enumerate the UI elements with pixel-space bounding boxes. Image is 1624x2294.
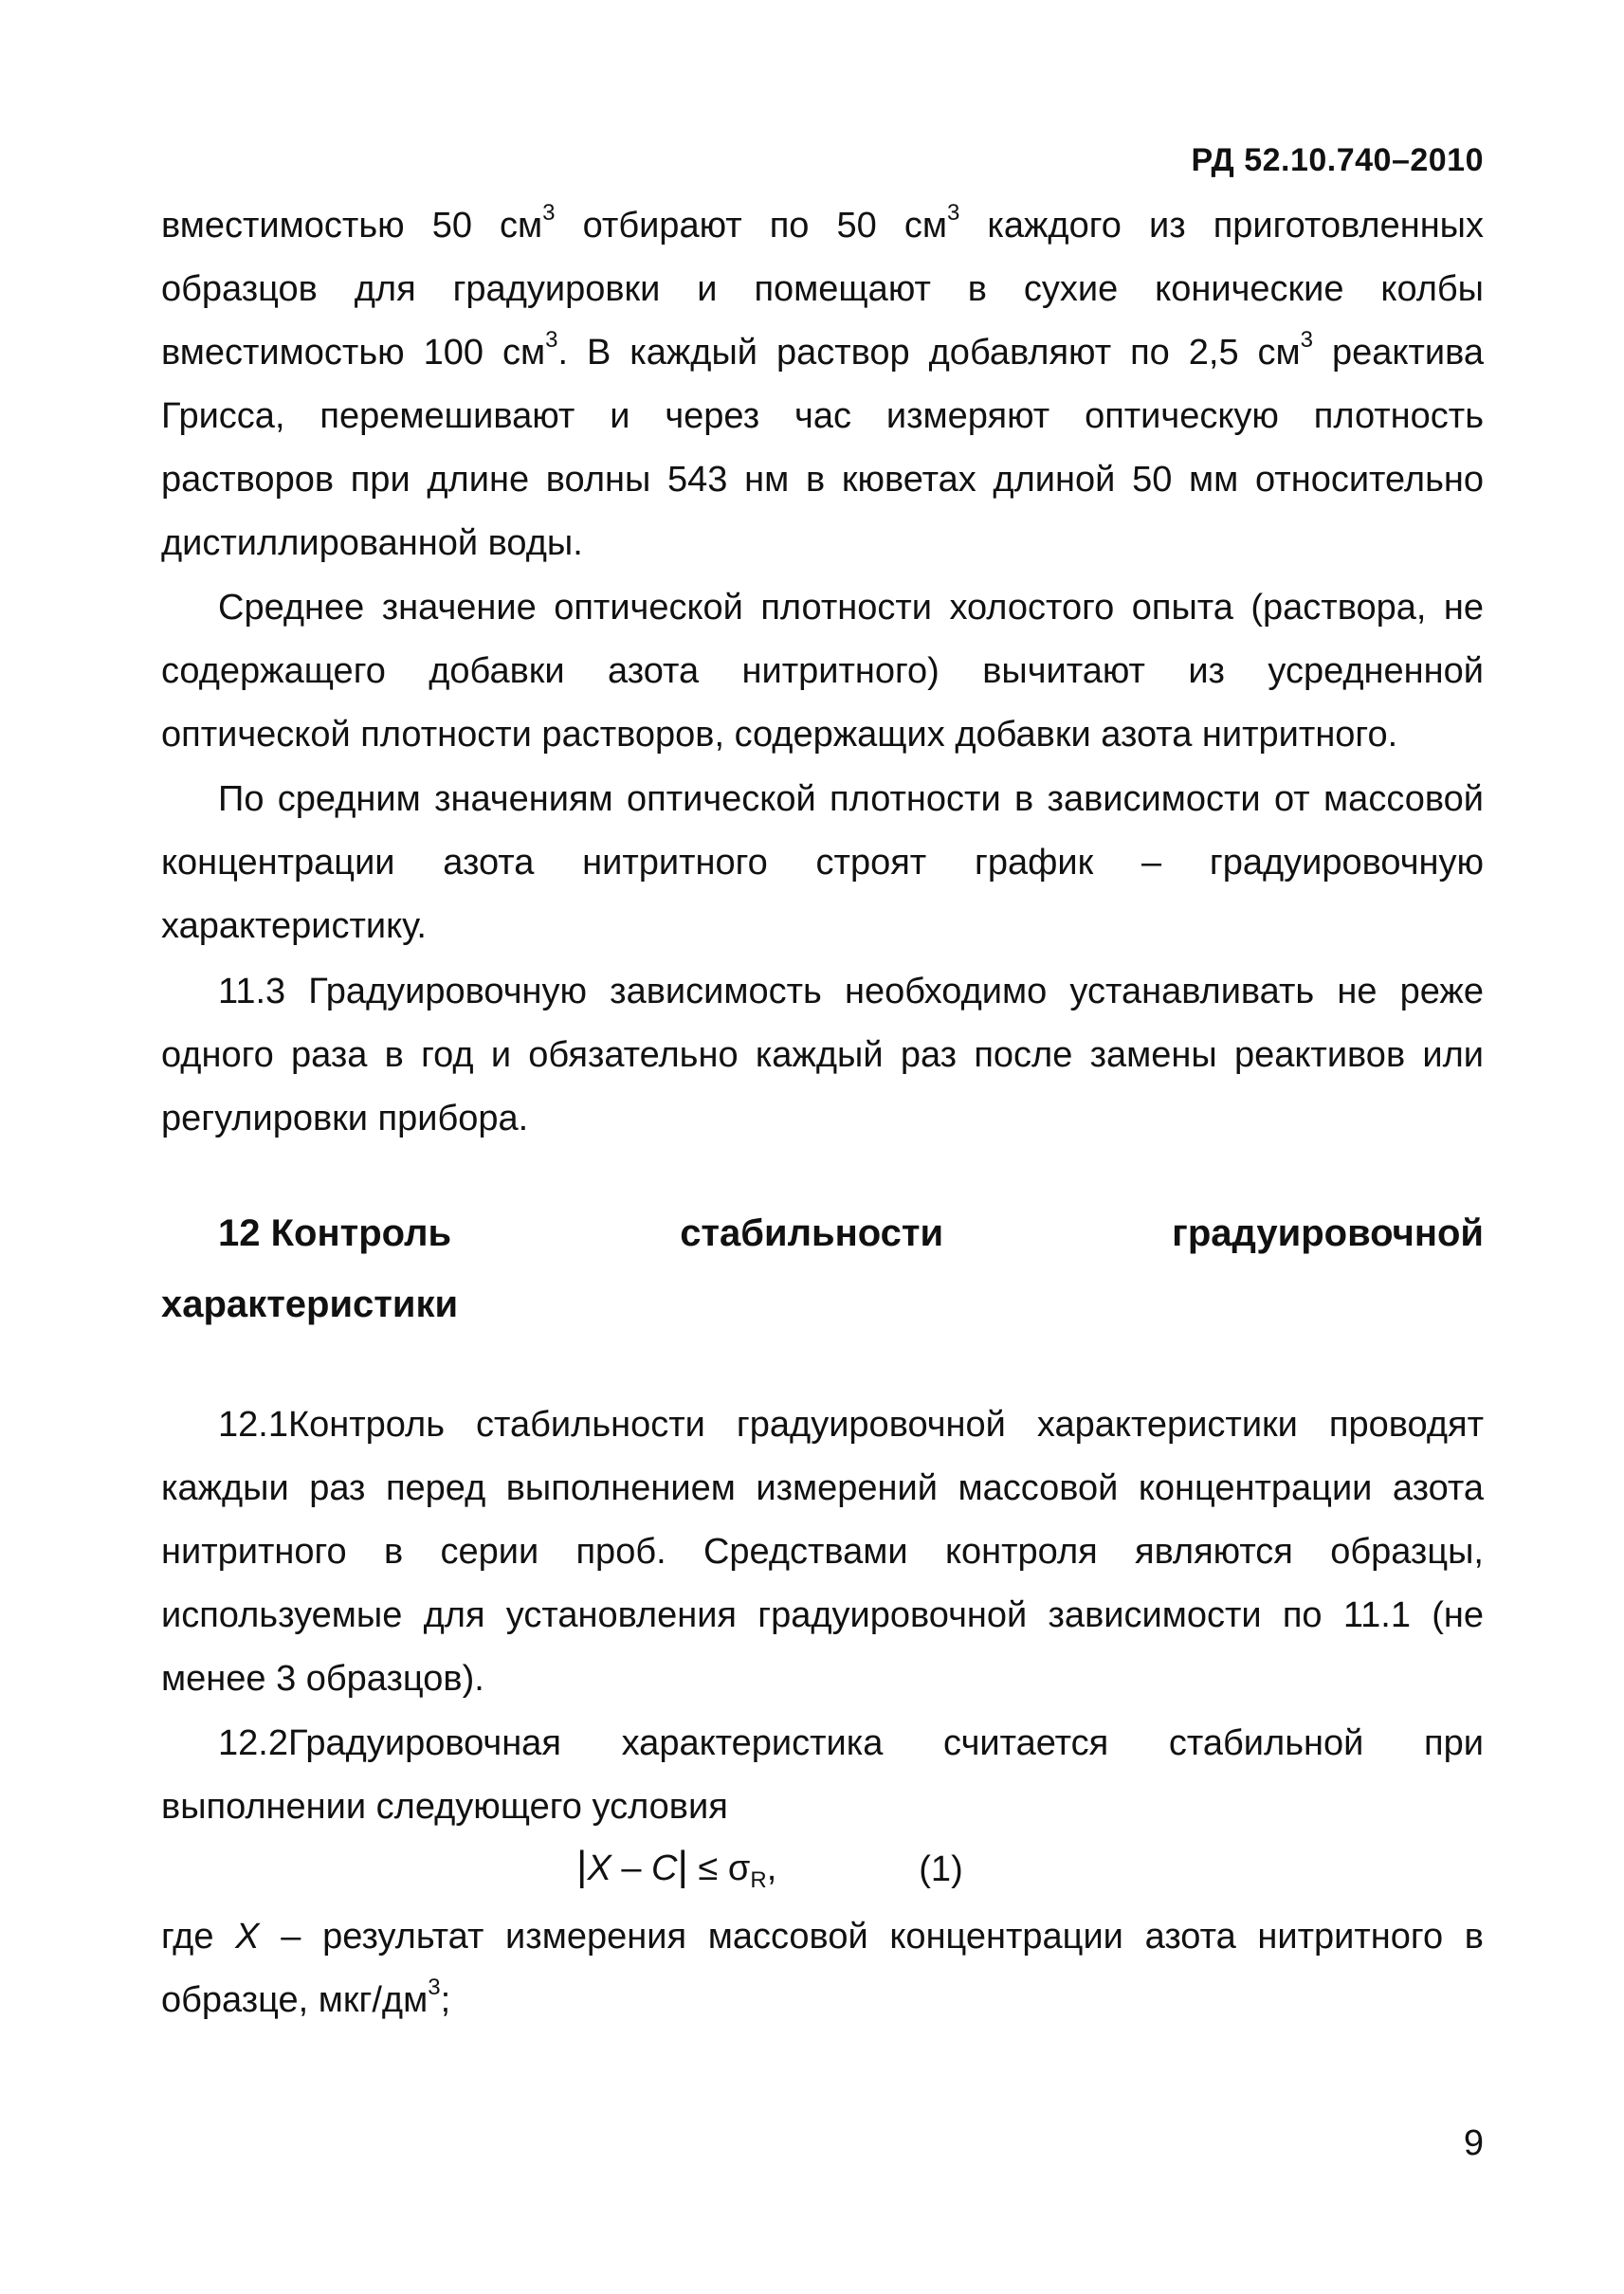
paragraph-12-2: 12.2Градуировочная характеристика считается стабильной при выполнении следующего условия bbox=[161, 1723, 1484, 1827]
formula-1 bbox=[576, 1834, 963, 1904]
heading-word: стабильности bbox=[680, 1212, 944, 1254]
paragraph-calibration-graph: По средним значениям оптической плотности в зависимости от массовой концентрации азота нитритного строят график – градуировочную характеристику. bbox=[161, 779, 1484, 946]
document-code: РД 52.10.740–2010 bbox=[1191, 142, 1484, 178]
heading-word: 12 Контроль bbox=[218, 1212, 452, 1254]
paragraph-calibration-procedure: вместимостью 50 $см^3$ отбирают по 50 $см^3$ каждого из приготовленных образцов для градуировки и помещают в сухие конические колбы вместимостью 100 $см^3$. В каждый раствор добавляют по 2,5 $см^3$ реактива Грисса, перемешивают и через час измеряют оптическую плотность растворов при длине волны 543 нм в кюветах длиной 50 мм относительно дистиллированной воды. bbox=[161, 200, 1484, 563]
formula-expression: $|X - C| \le \sigma_R$, bbox=[576, 1843, 777, 1893]
page-number: 9 bbox=[1463, 2123, 1484, 2163]
heading-word: характеристики bbox=[161, 1284, 459, 1325]
paragraph-blank-subtraction: Среднее значение оптической плотности холостого опыта (раствора, не содержащего добавки азота нитритного) вычитают из усредненной оптической плотности растворов, содержащих добавки азота нитритного. bbox=[161, 588, 1484, 755]
section-12-heading bbox=[161, 1202, 1484, 1337]
formula-number: (1) bbox=[919, 1848, 963, 1889]
paragraph-where-x: где X – результат измерения массовой концентрации азота нитритного в образце, мкг/$дм^3$; bbox=[161, 1917, 1484, 2020]
heading-word: градуировочной bbox=[1172, 1212, 1484, 1254]
paragraph-11-3: 11.3 Градуировочную зависимость необходимо устанавливать не реже одного раза в год и обязательно каждый раз после замены реактивов или регулировки прибора. bbox=[161, 972, 1484, 1138]
paragraph-12-1: 12.1Контроль стабильности градуировочной характеристики проводят каждыи раз перед выполнением измерений массовой концентрации азота нитритного в серии проб. Средствами контроля являются образцы, используемые для установления градуировочной зависимости по 11.1 (не менее 3 образцов). bbox=[161, 1405, 1484, 1699]
